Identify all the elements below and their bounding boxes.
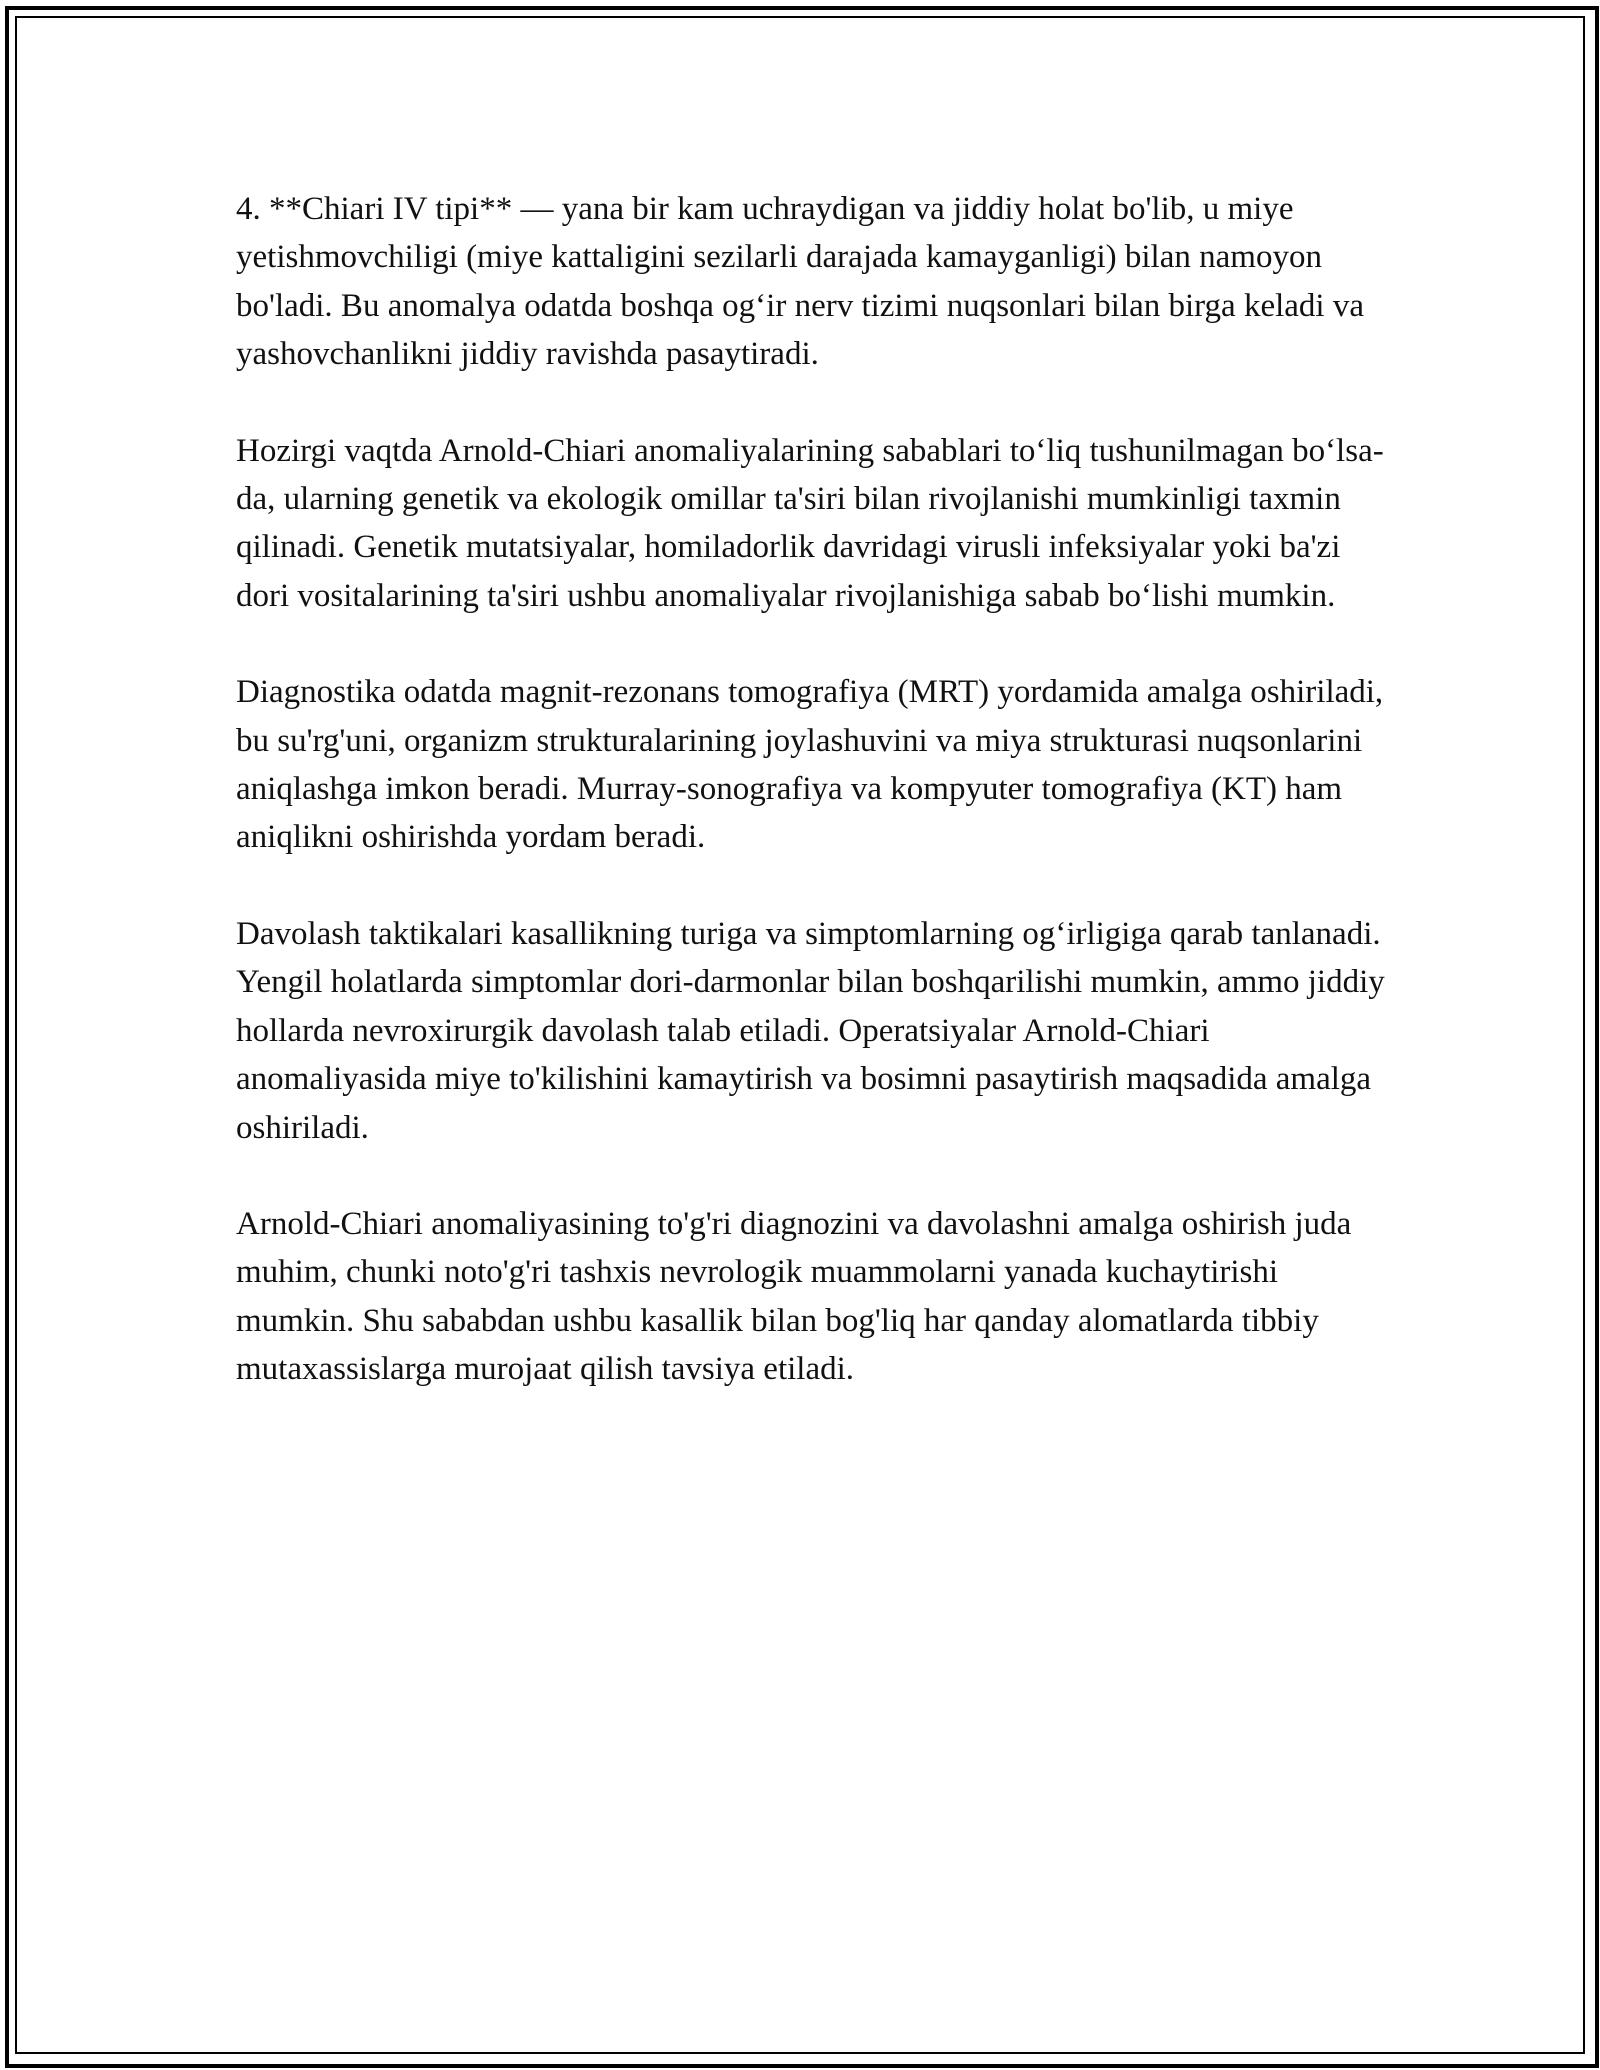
paragraph-treatment: Davolash taktikalari kasallikning turiga va simptomlarning og‘irligiga qarab tanlanadi. Yengil holatlarda simptomlar dori-darmonlar bilan boshqarilishi mumkin, ammo jiddiy hollarda nevroxirurgik davolash talab etiladi. Operatsiyalar Arnold-Chiari anomaliyasida miye to'kilishini kamaytirish va bosimni pasaytirish maqsadida amalga oshiriladi. [236,915,1385,1146]
paragraph-diagnostics: Diagnostika odatda magnit-rezonans tomografiya (MRT) yordamida amalga oshiriladi, bu su'rg'uni, organizm strukturalarining joylashuvini va miya strukturasi nuqsonlarini aniqlashga imkon beradi. Murray-sonografiya va kompyuter tomografiya (KT) ham aniqlikni oshirishda yordam beradi. [236,674,1384,856]
document-body [236,185,1386,1442]
paragraph-conclusion: Arnold-Chiari anomaliyasining to'g'ri diagnozini va davolashni amalga oshirish juda muhim, chunki noto'g'ri tashxis nevrologik muammolarni yanada kuchaytirishi mumkin. Shu sababdan ushbu kasallik bilan bog'liq har qanday alomatlarda tibbiy mutaxassislarga murojaat qilish tavsiya etiladi. [236,1205,1352,1388]
paragraph-chiari-iv: 4. **Chiari IV tipi** — yana bir kam uchraydigan va jiddiy holat bo'lib, u miye yetishmovchiligi (miye kattaligini sezilarli darajada kamayganligi) bilan namoyon bo'ladi. Bu anomalya odatda boshqa og‘ir nerv tizimi nuqsonlari bilan birga keladi va yashovchanlikni jiddiy ravishda pasaytiradi. [236,191,1364,373]
paragraph-causes: Hozirgi vaqtda Arnold-Chiari anomaliyalarining sabablari to‘liq tushunilmagan bo‘lsa-da, ularning genetik va ekologik omillar ta'siri bilan rivojlanishi mumkinligi taxmin qilinadi. Genetik mutatsiyalar, homiladorlik davridagi virusli infeksiyalar yoki ba'zi dori vositalarining ta'siri ushbu anomaliyalar rivojlanishiga sabab bo‘lishi mumkin. [236,432,1384,614]
